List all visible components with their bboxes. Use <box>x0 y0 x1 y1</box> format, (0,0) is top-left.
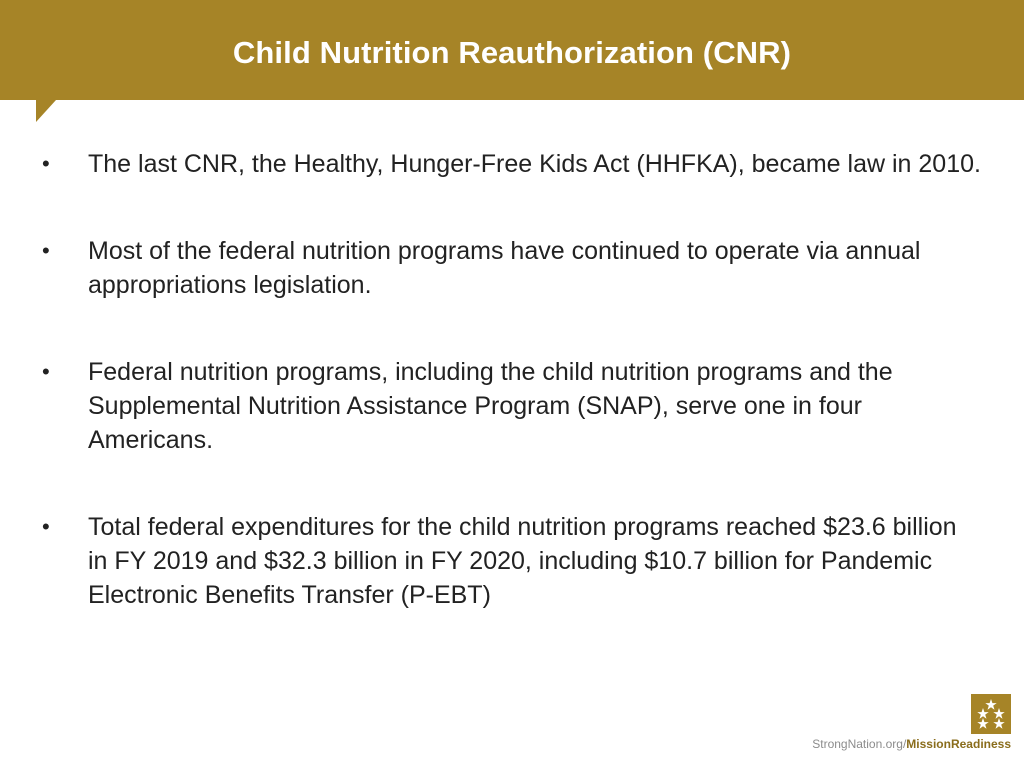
footer-url[interactable] <box>812 737 1011 751</box>
bullet-marker: • <box>42 359 50 384</box>
bullet-marker: • <box>42 238 50 263</box>
bullet-marker: • <box>42 514 50 539</box>
title-bar-tab <box>36 100 56 122</box>
bullet-list <box>42 147 982 612</box>
stars-logo-icon <box>971 694 1011 734</box>
bullet-item <box>42 355 982 457</box>
bullet-text: Total federal expenditures for the child nutrition programs reached $23.6 billion in FY 2019 and $32.3 billion in FY 2020, including $10.7 billion for Pandemic Electronic Benefits Transfer (P-EBT) <box>88 513 957 609</box>
slide-title: Child Nutrition Reauthorization (CNR) <box>232 35 792 70</box>
title-bar <box>0 0 1024 100</box>
bullet-text: The last CNR, the Healthy, Hunger-Free Kids Act (HHFKA), became law in 2010. <box>88 150 981 178</box>
bullet-marker: • <box>42 151 50 176</box>
bullet-item <box>42 510 982 612</box>
bullet-item <box>42 147 982 181</box>
footer-url-prefix: StrongNation.org/ <box>812 737 907 751</box>
bullet-item <box>42 234 982 302</box>
bullet-text: Most of the federal nutrition programs have continued to operate via annual appropriations legislation. <box>88 237 921 299</box>
bullet-text: Federal nutrition programs, including the child nutrition programs and the Supplemental Nutrition Assistance Program (SNAP), serve one in four Americans. <box>88 358 893 454</box>
footer-url-bold: MissionReadiness <box>906 737 1011 751</box>
